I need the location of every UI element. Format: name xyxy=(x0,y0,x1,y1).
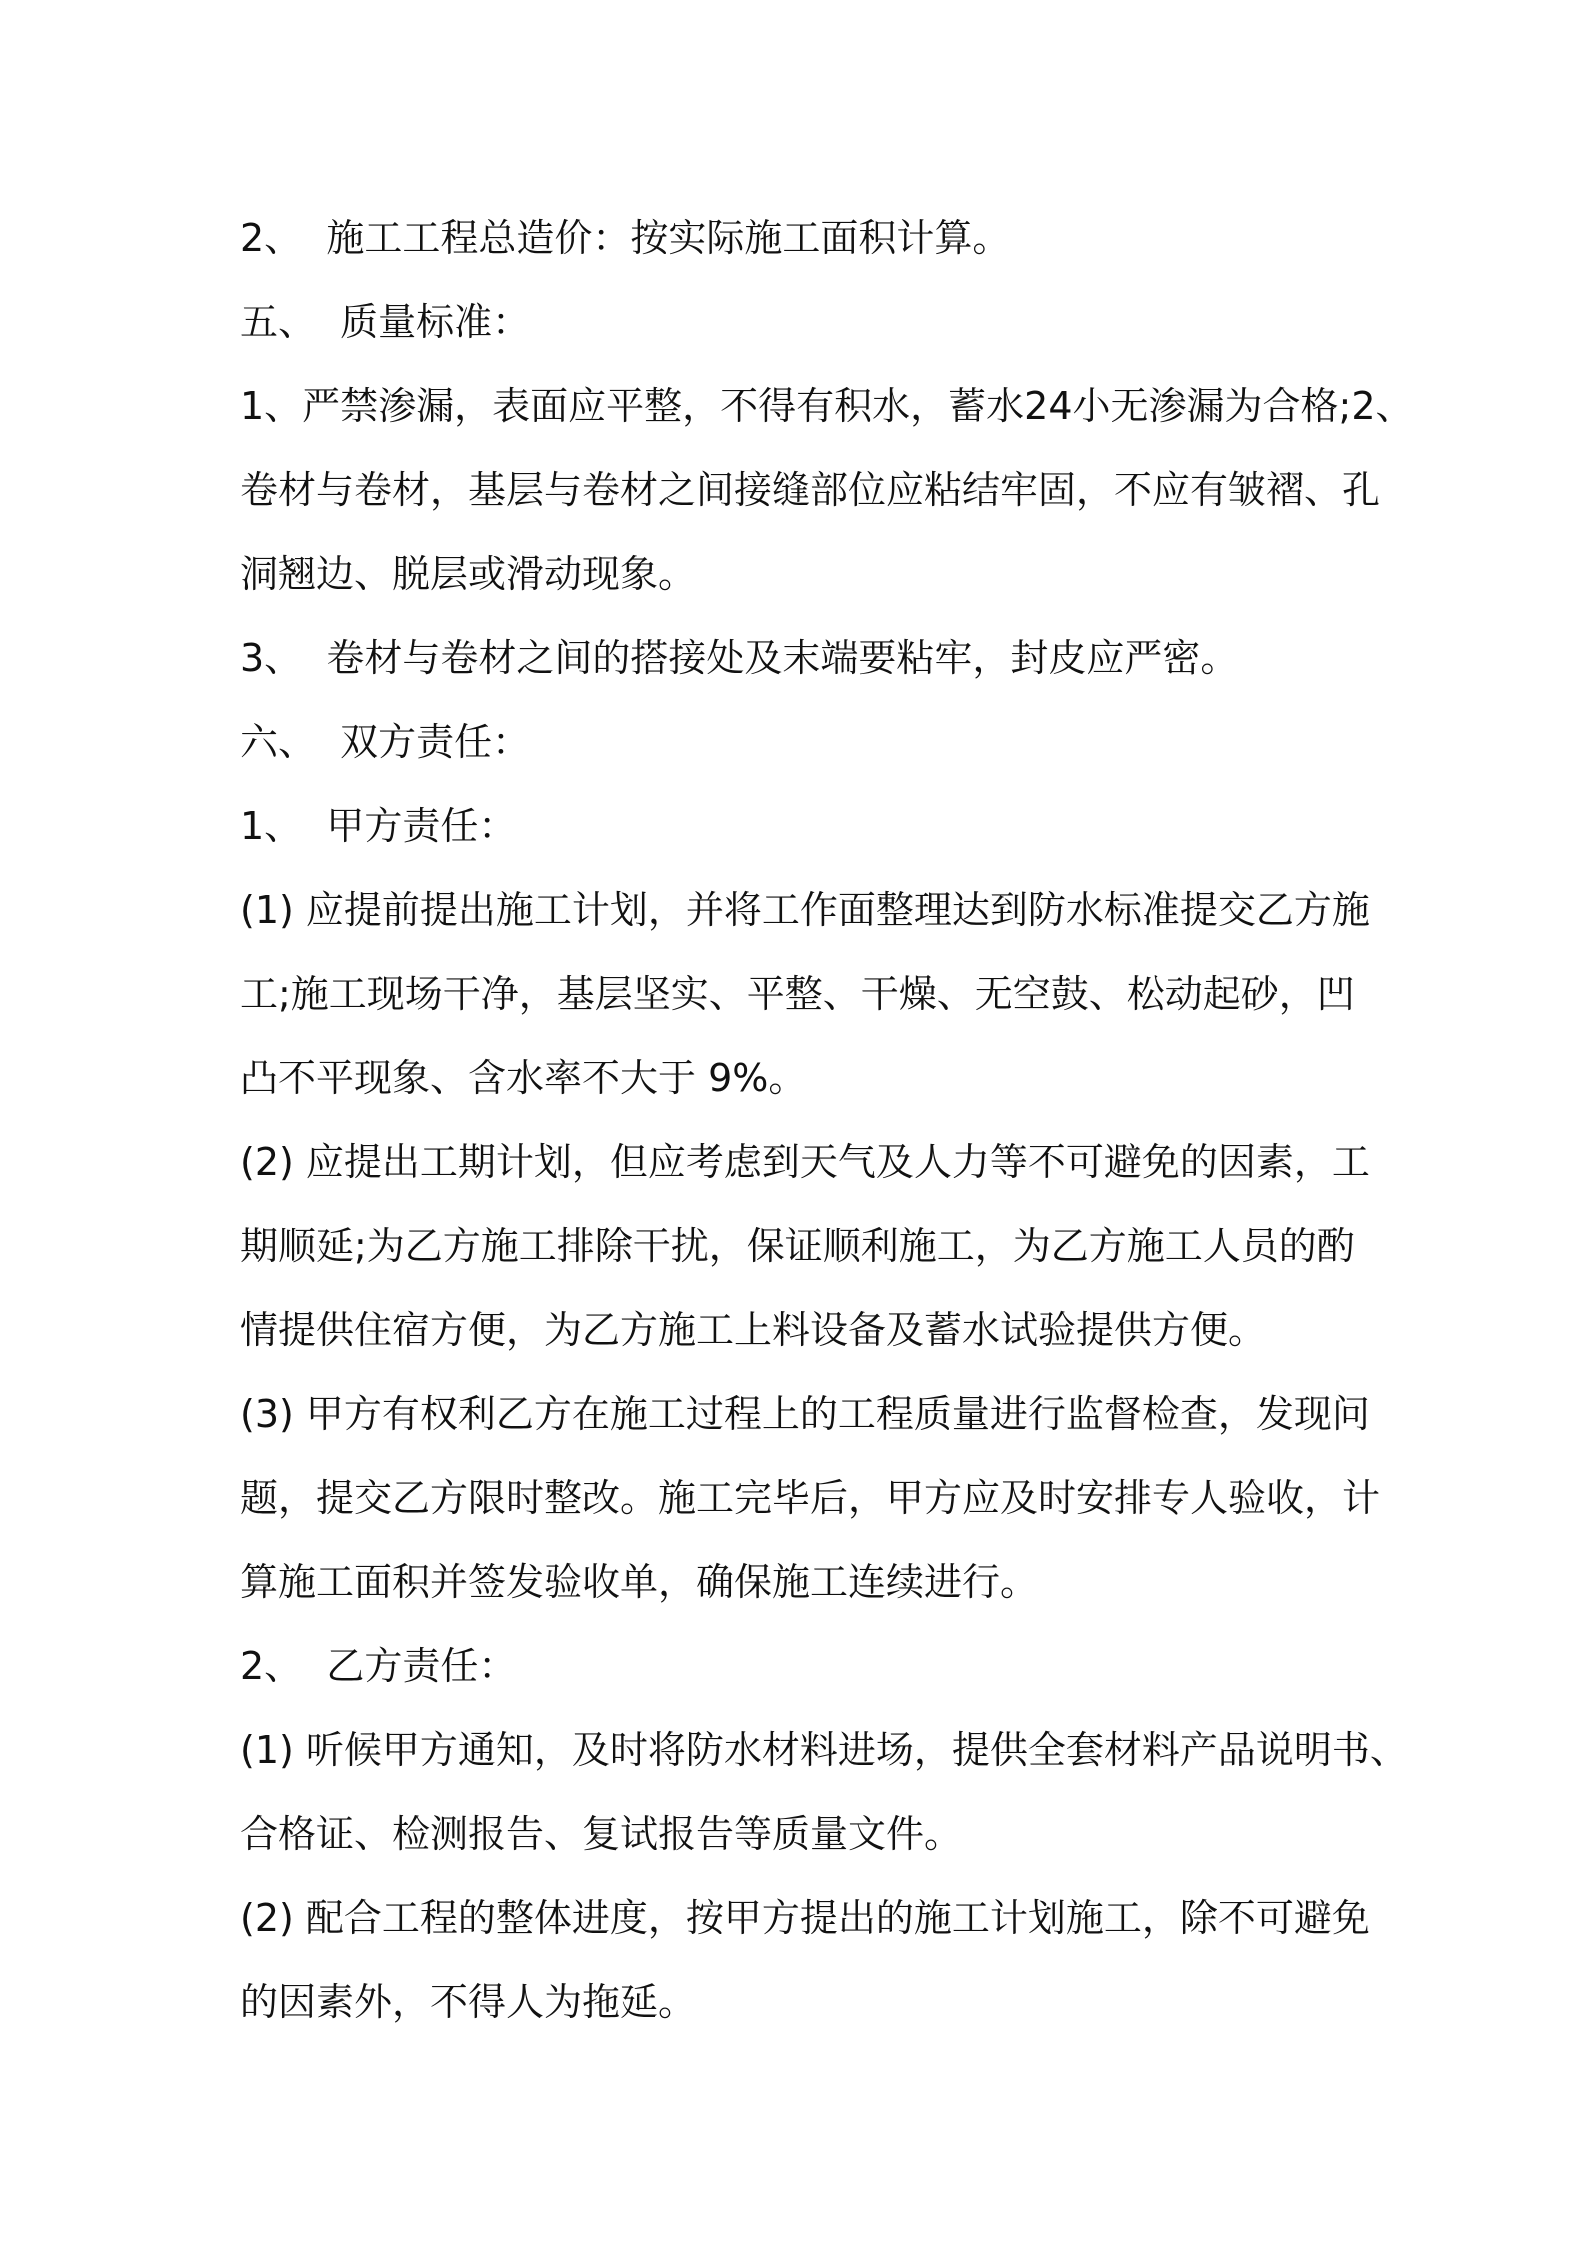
text-line: (3) 甲方有权利乙方在施工过程上的工程质量进行监督检查，发现问 xyxy=(240,1392,1370,1436)
text-line: (2) 应提出工期计划，但应考虑到天气及人力等不可避免的因素，工 xyxy=(240,1140,1370,1184)
text-line: 3、 卷材与卷材之间的搭接处及末端要粘牢，封皮应严密。 xyxy=(240,636,1239,680)
text-line: 工;施工现场干净，基层坚实、平整、干燥、无空鼓、松动起砂，凹 xyxy=(240,972,1355,1016)
text-line: 算施工面积并签发验收单，确保施工连续进行。 xyxy=(240,1560,1039,1604)
text-line: (1) 听候甲方通知，及时将防水材料进场，提供全套材料产品说明书、 xyxy=(240,1728,1408,1772)
text-line: 题，提交乙方限时整改。施工完毕后，甲方应及时安排专人验收，计 xyxy=(240,1476,1381,1520)
text-line: 的因素外，不得人为拖延。 xyxy=(240,1980,697,2024)
text-line: (1) 应提前提出施工计划，并将工作面整理达到防水标准提交乙方施 xyxy=(240,888,1370,932)
subsection-heading: 1、 甲方责任： xyxy=(240,804,517,848)
text-line: 卷材与卷材，基层与卷材之间接缝部位应粘结牢固，不应有皱褶、孔 xyxy=(240,468,1381,512)
text-line: 1、严禁渗漏，表面应平整，不得有积水，蓄水24小无渗漏为合格;2、 xyxy=(240,384,1414,428)
text-line: 期顺延;为乙方施工排除干扰，保证顺利施工，为乙方施工人员的酌 xyxy=(240,1224,1355,1268)
section-heading: 五、 质量标准： xyxy=(240,300,531,344)
subsection-heading: 2、 乙方责任： xyxy=(240,1644,517,1688)
text-line: 情提供住宿方便，为乙方施工上料设备及蓄水试验提供方便。 xyxy=(240,1308,1267,1352)
text-line: (2) 配合工程的整体进度，按甲方提出的施工计划施工，除不可避免 xyxy=(240,1896,1370,1940)
text-line: 凸不平现象、含水率不大于 9%。 xyxy=(240,1056,807,1100)
section-heading: 六、 双方责任： xyxy=(240,720,531,764)
text-line: 洞翘边、脱层或滑动现象。 xyxy=(240,552,697,596)
text-line: 2、 施工工程总造价：按实际施工面积计算。 xyxy=(240,216,1011,260)
text-line: 合格证、检测报告、复试报告等质量文件。 xyxy=(240,1812,963,1856)
document-body xyxy=(240,196,1414,2044)
